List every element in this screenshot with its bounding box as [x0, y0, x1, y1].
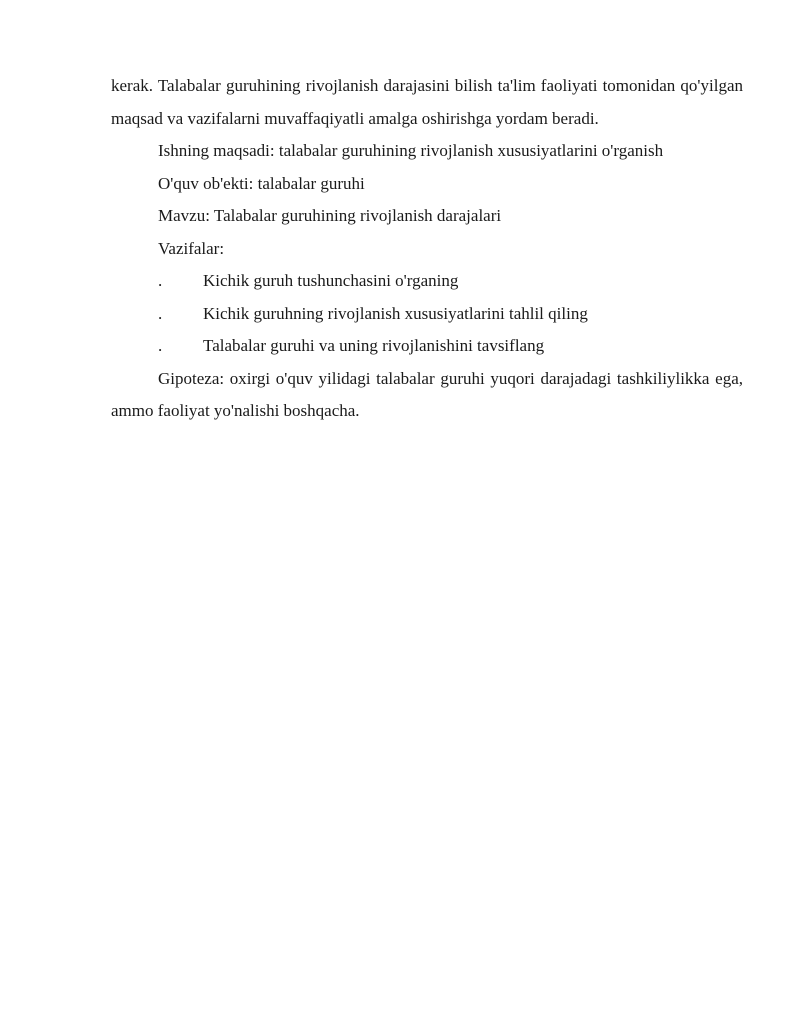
task-list-item [111, 265, 743, 298]
tasks-heading: Vazifalar: [158, 238, 225, 258]
hypothesis-paragraph: Gipoteza: oxirgi o'quv yilidagi talabalar guruhi yuqori darajadagi tashkiliylikka ega, ammo faoliyat yo'nalishi boshqacha. [111, 368, 743, 420]
task-text: Kichik guruh tushunchasini o'rganing [203, 271, 459, 290]
task-text: Kichik guruhning rivojlanish xususiyatlarini tahlil qiling [203, 303, 588, 323]
task-list-item [111, 330, 743, 363]
list-marker: . [158, 303, 163, 323]
document-body [111, 70, 743, 428]
topic-line: Mavzu: Talabalar guruhining rivojlanish darajalari [158, 206, 502, 225]
intro-paragraph: kerak. Talabalar guruhining rivojlanish darajasini bilish ta'lim faoliyati tomonidan qo'yilgan maqsad va vazifalarni muvaffaqiyatli amalga oshirishga yordam beradi. [111, 76, 743, 128]
task-text: Talabalar guruhi va uning rivojlanishini tavsiflang [203, 336, 545, 355]
goal-line: Ishning maqsadi: talabalar guruhining rivojlanish xususiyatlarini o'rganish [158, 141, 664, 160]
list-marker: . [158, 271, 163, 290]
object-line: O'quv ob'ekti: talabalar guruhi [158, 173, 365, 193]
task-list-item [111, 298, 743, 331]
list-marker: . [158, 336, 163, 355]
